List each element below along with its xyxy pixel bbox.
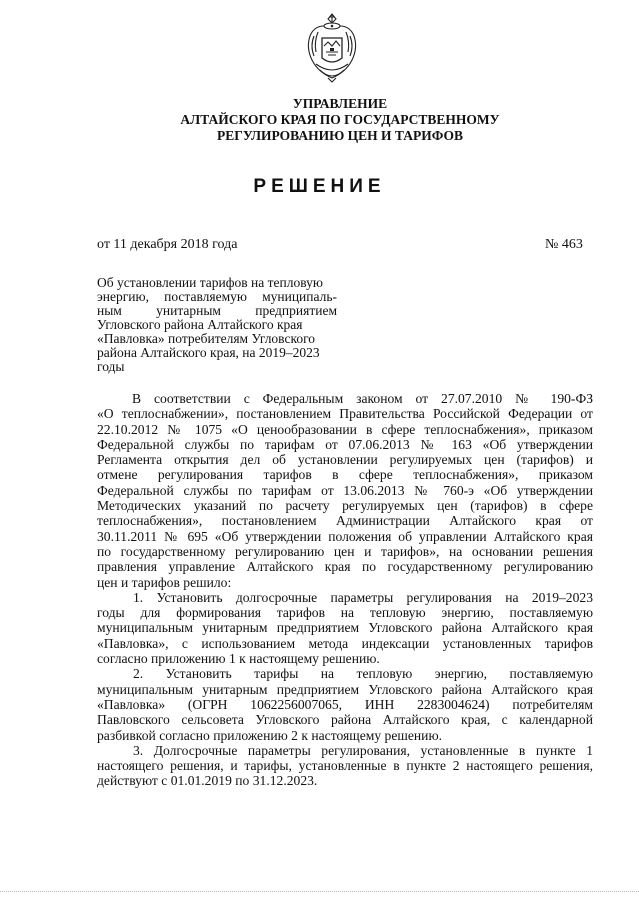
page-bottom-divider	[0, 891, 639, 892]
body-line: 22.10.2012 № 1075 «О ценообразовании в сфере теплоснабжения», приказом	[97, 421, 593, 437]
issuer-line-2: АЛТАЙСКОГО КРАЯ ПО ГОСУДАРСТВЕННОМУ	[180, 112, 500, 127]
issuer-line-1: УПРАВЛЕНИЕ	[292, 96, 388, 111]
body-line: теплоснабжения», постановлением Администрации Алтайского края от	[97, 513, 593, 529]
body-line: В соответствии с Федеральным законом от 27.07.2010 № 190-ФЗ	[132, 391, 593, 406]
clause-2-line: разбивкой согласно приложению 2 к настоящему решению.	[97, 727, 442, 743]
issuer-line-3: РЕГУЛИРОВАНИЮ ЦЕН И ТАРИФОВ	[216, 128, 464, 143]
document-title: РЕШЕНИЕ	[253, 176, 386, 197]
clause-2-line: муниципальным унитарным предприятием Угловского района Алтайского края	[97, 681, 593, 697]
clause-3-line: 3. Долгосрочные параметры регулирования, установленные в пункте 1	[133, 742, 593, 758]
body-line: цен и тарифов решило:	[97, 574, 232, 590]
body-line: по государственному регулированию цен и тарифов», на основании решения	[97, 543, 593, 559]
body-line: Федеральной службы по тарифам от 07.06.2013 № 163 «Об утверждении	[97, 436, 593, 452]
clause-3-line: настоящего решения, и тарифы, установленные в пункте 2 настоящего решения,	[97, 758, 593, 774]
clause-1-line: годы для формирования тарифов на тепловую энергию, поставляемую	[97, 605, 593, 621]
clause-1-line: 1. Установить долгосрочные параметры регулирования на 2019–2023	[133, 589, 593, 605]
clause-1-line: муниципальным унитарным предприятием Угловского района Алтайского края	[97, 620, 593, 636]
body-line: 30.11.2011 № 695 «Об утверждении положения об управлении Алтайского края	[97, 528, 593, 544]
body-line: «О теплоснабжении», постановлением Правительства Российской Федерации от	[97, 406, 593, 422]
issuer-header	[60, 96, 620, 144]
body-line: Регламента открытия дел об установлении регулируемых цен (тарифов) и	[97, 452, 593, 468]
body-line: отмене регулирования тарифов в сфере теплоснабжения», приказом	[97, 467, 593, 483]
clause-2-line: 2. Установить тарифы на тепловую энергию, поставляемую	[133, 666, 593, 682]
subject-line: Угловского района Алтайского края	[97, 317, 303, 332]
subject-line: энергию, поставляемую муниципаль-	[97, 289, 337, 304]
body-line: правления управление Алтайского края по государственному регулированию	[97, 559, 593, 575]
clause-1-line: «Павловка», с использованием метода индексации установленных тарифов	[97, 635, 593, 651]
subject-line: района Алтайского края, на 2019–2023	[97, 345, 320, 360]
clause-1-line: согласно приложению 1 к настоящему решению.	[97, 651, 380, 667]
decision-date: от 11 декабря 2018 года	[97, 237, 238, 252]
decision-number: № 463	[545, 237, 583, 252]
subject-line: ным унитарным предприятием	[97, 303, 337, 318]
clause-2-line: «Павловка» (ОГРН 1062256007065, ИНН 2283004624) потребителям	[97, 696, 593, 712]
body-line: Федеральной службы по тарифам от 13.06.2013 № 760-э «Об утверждении	[97, 482, 593, 498]
subject-line: годы	[97, 359, 125, 374]
decision-body	[97, 391, 593, 789]
subject-line: «Павловка» потребителям Угловского	[97, 331, 316, 346]
clause-2-line: Павловского сельсовета Угловского района Алтайского края, с календарной	[97, 712, 593, 728]
coat-of-arms-emblem	[302, 12, 362, 84]
decision-subject	[97, 276, 337, 374]
clause-3-line: действуют с 01.01.2019 по 31.12.2023.	[97, 773, 318, 789]
body-line: Методических указаний по расчету регулируемых цен (тарифов) в сфере	[97, 498, 593, 514]
subject-line: Об установлении тарифов на тепловую	[97, 275, 323, 290]
